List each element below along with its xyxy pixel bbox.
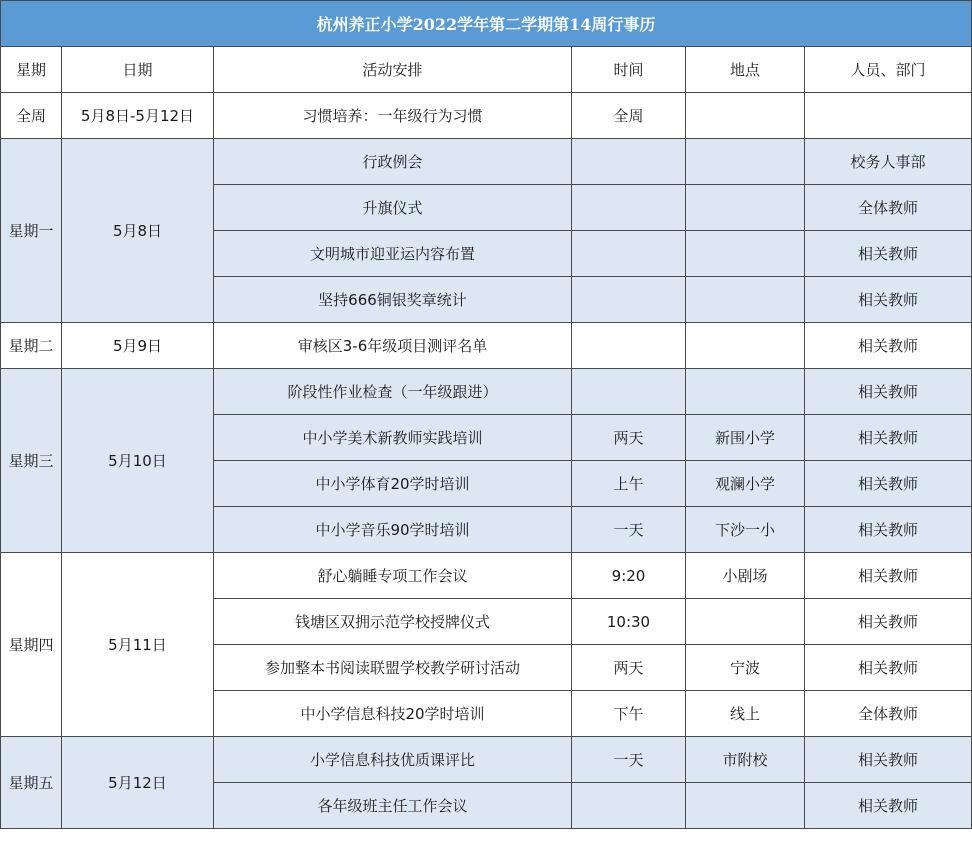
weekday-cell: 星期一 [1,139,62,323]
place-cell: 宁波 [686,645,805,691]
people-cell: 全体教师 [805,691,972,737]
people-cell: 相关教师 [805,461,972,507]
activity-cell: 中小学信息科技20学时培训 [214,691,572,737]
people-cell: 相关教师 [805,231,972,277]
activity-cell: 各年级班主任工作会议 [214,783,572,829]
activity-cell: 审核区3-6年级项目测评名单 [214,323,572,369]
place-cell: 小剧场 [686,553,805,599]
time-cell [572,783,686,829]
time-cell [572,277,686,323]
time-cell [572,185,686,231]
place-cell: 线上 [686,691,805,737]
date-cell: 5月8日 [62,139,214,323]
header-place: 地点 [686,47,805,93]
activity-cell: 坚持666铜银奖章统计 [214,277,572,323]
time-cell: 两天 [572,645,686,691]
time-cell [572,323,686,369]
people-cell: 相关教师 [805,553,972,599]
people-cell: 相关教师 [805,369,972,415]
weekday-cell: 星期四 [1,553,62,737]
time-cell: 两天 [572,415,686,461]
header-weekday: 星期 [1,47,62,93]
activity-cell: 升旗仪式 [214,185,572,231]
people-cell [805,93,972,139]
time-cell [572,369,686,415]
time-cell: 9:20 [572,553,686,599]
title-row [1,1,972,47]
header-time: 时间 [572,47,686,93]
time-cell: 10:30 [572,599,686,645]
date-cell: 5月11日 [62,553,214,737]
place-cell [686,369,805,415]
header-date: 日期 [62,47,214,93]
people-cell: 相关教师 [805,277,972,323]
date-cell: 5月10日 [62,369,214,553]
weekday-cell: 全周 [1,93,62,139]
activity-cell: 中小学美术新教师实践培训 [214,415,572,461]
activity-cell: 阶段性作业检查（一年级跟进） [214,369,572,415]
place-cell: 观澜小学 [686,461,805,507]
weekday-cell: 星期五 [1,737,62,829]
time-cell [572,231,686,277]
people-cell: 相关教师 [805,599,972,645]
people-cell: 相关教师 [805,415,972,461]
place-cell [686,93,805,139]
place-cell [686,323,805,369]
people-cell: 相关教师 [805,737,972,783]
header-activity: 活动安排 [214,47,572,93]
people-cell: 相关教师 [805,507,972,553]
activity-cell: 中小学音乐90学时培训 [214,507,572,553]
activity-cell: 行政例会 [214,139,572,185]
place-cell [686,185,805,231]
date-cell: 5月12日 [62,737,214,829]
people-cell: 相关教师 [805,783,972,829]
people-cell: 校务人事部 [805,139,972,185]
table-row [1,323,972,369]
table-row [1,93,972,139]
people-cell: 相关教师 [805,645,972,691]
table-row [1,369,972,415]
time-cell: 下午 [572,691,686,737]
place-cell: 新围小学 [686,415,805,461]
weekday-cell: 星期三 [1,369,62,553]
place-cell [686,599,805,645]
people-cell: 全体教师 [805,185,972,231]
time-cell: 全周 [572,93,686,139]
place-cell [686,231,805,277]
time-cell [572,139,686,185]
activity-cell: 习惯培养：一年级行为习惯 [214,93,572,139]
weekday-cell: 星期二 [1,323,62,369]
activity-cell: 参加整本书阅读联盟学校教学研讨活动 [214,645,572,691]
header-people: 人员、部门 [805,47,972,93]
table-row [1,139,972,185]
table-row [1,737,972,783]
time-cell: 上午 [572,461,686,507]
place-cell: 下沙一小 [686,507,805,553]
activity-cell: 钱塘区双拥示范学校授牌仪式 [214,599,572,645]
time-cell: 一天 [572,737,686,783]
place-cell [686,139,805,185]
date-cell: 5月8日-5月12日 [62,93,214,139]
place-cell [686,783,805,829]
time-cell: 一天 [572,507,686,553]
table-row [1,553,972,599]
activity-cell: 文明城市迎亚运内容布置 [214,231,572,277]
date-cell: 5月9日 [62,323,214,369]
activity-cell: 舒心躺睡专项工作会议 [214,553,572,599]
people-cell: 相关教师 [805,323,972,369]
table-title: 杭州养正小学2022学年第二学期第14周行事历 [1,1,972,47]
activity-cell: 小学信息科技优质课评比 [214,737,572,783]
place-cell [686,277,805,323]
activity-cell: 中小学体育20学时培训 [214,461,572,507]
place-cell: 市附校 [686,737,805,783]
header-row [1,47,972,93]
